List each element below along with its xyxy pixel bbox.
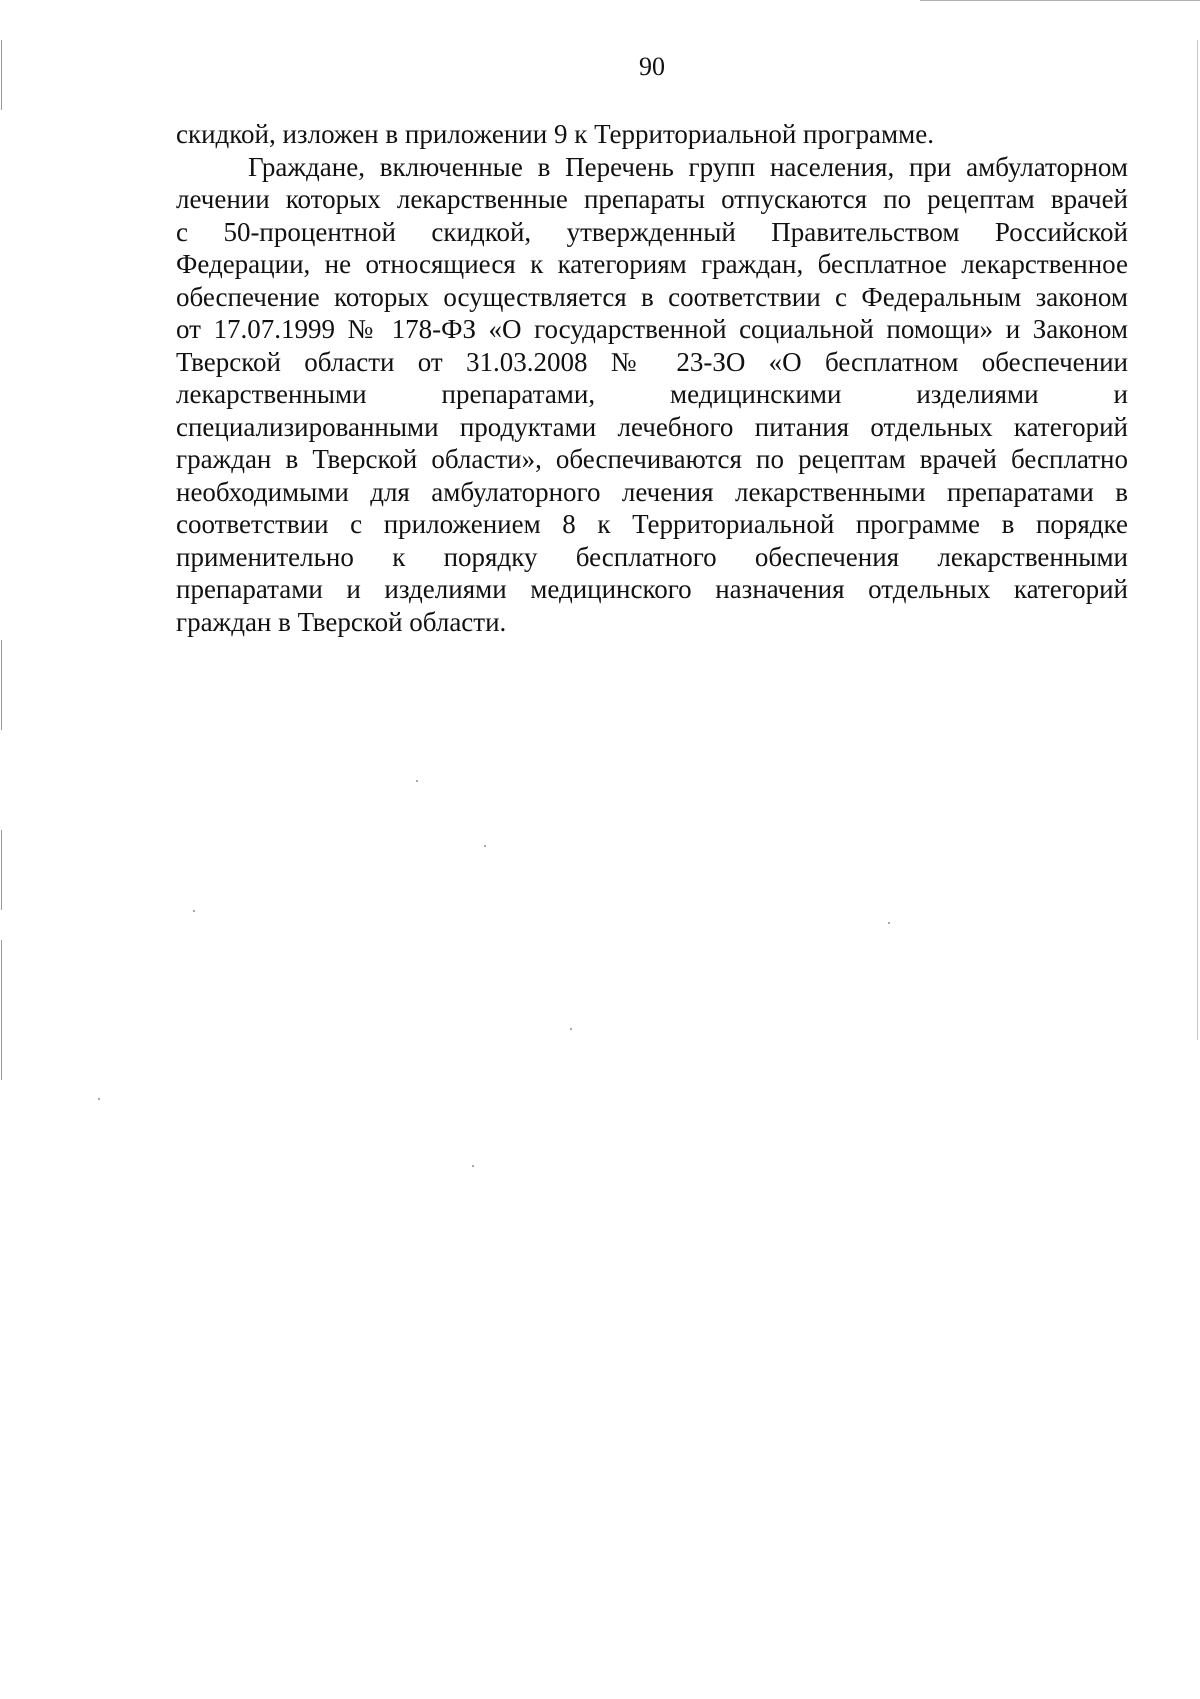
body-text xyxy=(176,118,1128,638)
scan-speck xyxy=(888,922,890,924)
text-line: обеспечение которых осуществляется в соответствии с Федеральным законом xyxy=(176,281,1128,312)
text-line: специализированными продуктами лечебного питания отдельных категорий xyxy=(176,411,1128,442)
scan-speck xyxy=(570,1028,572,1030)
text-line: граждан в Тверской области. xyxy=(176,606,507,637)
scan-speck xyxy=(193,910,195,912)
scan-speck xyxy=(98,1098,100,1100)
text-line: граждан в Тверской области», обеспечиваются по рецептам врачей бесплатно xyxy=(176,444,1128,474)
text-line: скидкой, изложен в приложении 9 к Территориальной программе. xyxy=(176,119,934,149)
scan-edge-artifact xyxy=(920,0,1200,1)
scan-edge-artifact xyxy=(1,830,2,910)
text-line: Федерации, не относящиеся к категориям граждан, бесплатное лекарственное xyxy=(176,249,1128,279)
scan-speck xyxy=(484,845,486,847)
text-line: от 17.07.1999 № 178-ФЗ «О государственной социальной помощи» и Законом xyxy=(176,314,1128,344)
text-line: Граждане, включенные в Перечень групп населения, при амбулаторном xyxy=(248,151,1128,182)
scan-edge-artifact xyxy=(1,940,2,1080)
scan-speck xyxy=(416,780,418,782)
text-line: соответствии с приложением 8 к Территориальной программе в порядке xyxy=(176,509,1128,539)
text-line: лечении которых лекарственные препараты отпускаются по рецептам врачей xyxy=(176,184,1128,214)
scan-edge-artifact xyxy=(1197,40,1198,1040)
scan-edge-artifact xyxy=(1,640,2,730)
scan-speck xyxy=(472,1165,474,1167)
text-line: лекарственными препаратами, медицинскими изделиями и xyxy=(176,379,1128,409)
text-line: применительно к порядку бесплатного обеспечения лекарственными xyxy=(176,541,1128,572)
text-line: Тверской области от 31.03.2008 № 23-ЗО «О бесплатном обеспечении xyxy=(176,346,1128,377)
text-line: необходимыми для амбулаторного лечения лекарственными препаратами в xyxy=(176,476,1128,507)
page-number: 90 xyxy=(639,52,665,81)
text-line: с 50-процентной скидкой, утвержденный Правительством Российской xyxy=(176,216,1128,247)
text-line: препаратами и изделиями медицинского назначения отдельных категорий xyxy=(176,574,1128,604)
